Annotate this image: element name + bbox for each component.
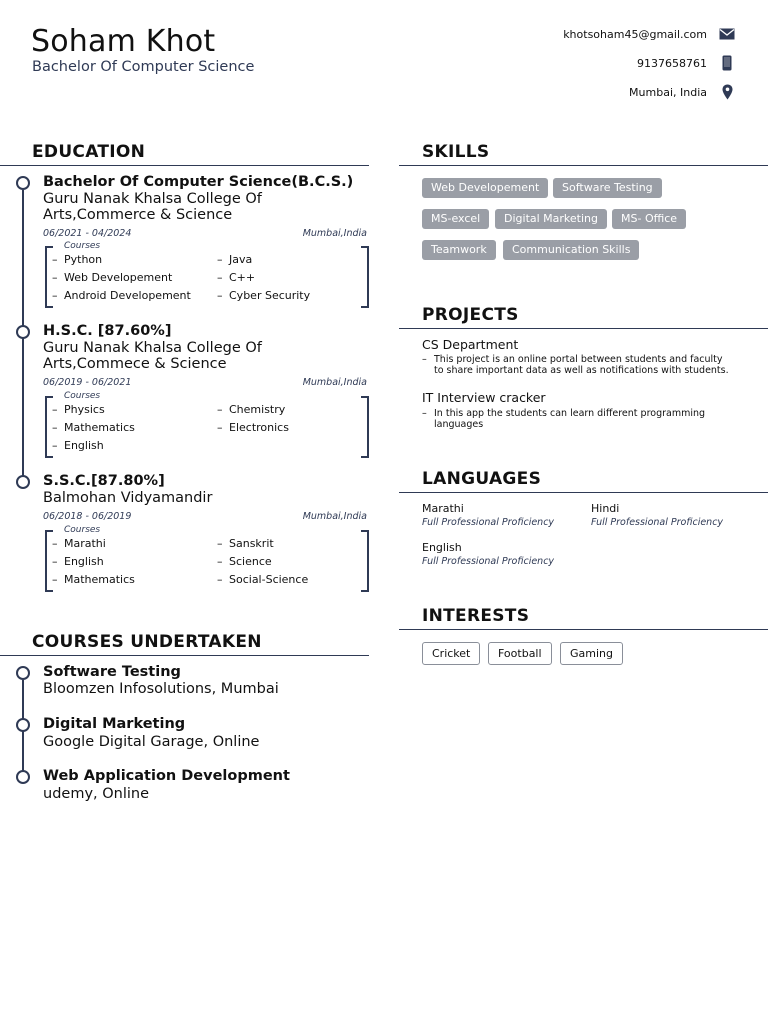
language-level: Full Professional Proficiency	[422, 517, 555, 528]
education-title: Bachelor Of Computer Science(B.C.S.)	[43, 174, 354, 190]
course-undertaken-title: Web Application Development	[43, 768, 290, 784]
timeline-dot	[16, 666, 30, 680]
resume-name: Soham Khot	[31, 24, 216, 59]
timeline-dot	[16, 325, 30, 339]
mail-icon	[719, 26, 735, 42]
skills-heading: SKILLS	[422, 142, 490, 162]
course-item: – Cyber Security	[229, 289, 310, 302]
course-undertaken-title: Digital Marketing	[43, 716, 186, 732]
phone-icon	[719, 55, 735, 71]
courses-label: Courses	[64, 391, 101, 401]
project-description: – In this app the students can learn different programming languages	[434, 408, 734, 430]
projects-divider	[399, 328, 768, 329]
skill-tag: Digital Marketing	[495, 209, 607, 229]
course-item: – Physics	[64, 403, 105, 416]
course-item: – Java	[229, 253, 252, 266]
interest-tag: Cricket	[422, 642, 480, 665]
courses-label: Courses	[64, 241, 101, 251]
education-divider	[0, 165, 369, 166]
course-item: – Mathematics	[64, 573, 135, 586]
course-item: – Web Developement	[64, 271, 172, 284]
education-location: Mumbai,India	[302, 377, 367, 388]
location-text: Mumbai, India	[629, 85, 707, 99]
education-title: H.S.C. [87.60%]	[43, 323, 172, 339]
interests-divider	[399, 629, 768, 630]
course-undertaken-title: Software Testing	[43, 664, 181, 680]
interest-tag: Gaming	[560, 642, 623, 665]
projects-heading: PROJECTS	[422, 305, 519, 325]
skill-tag: Communication Skills	[503, 240, 639, 260]
course-item: – English	[64, 555, 104, 568]
language-level: Full Professional Proficiency	[422, 556, 555, 567]
education-school: Guru Nanak Khalsa College Of Arts,Commece & Science	[43, 340, 262, 372]
interests-heading: INTERESTS	[422, 606, 530, 626]
language-level: Full Professional Proficiency	[591, 517, 724, 528]
skill-tag: Software Testing	[553, 178, 662, 198]
education-date: 06/2019 - 06/2021	[43, 377, 132, 388]
language-name: Hindi	[591, 502, 620, 515]
education-date: 06/2021 - 04/2024	[43, 228, 132, 239]
education-location: Mumbai,India	[302, 228, 367, 239]
phone-text: 9137658761	[637, 56, 707, 70]
course-item: – Science	[229, 555, 272, 568]
timeline-dot	[16, 176, 30, 190]
resume-degree: Bachelor Of Computer Science	[32, 59, 255, 75]
courses-undertaken-heading: COURSES UNDERTAKEN	[32, 632, 262, 652]
languages-divider	[399, 492, 768, 493]
language-name: Marathi	[422, 502, 464, 515]
course-item: – Python	[64, 253, 102, 266]
course-item: – Sanskrit	[229, 537, 274, 550]
location-pin-icon	[719, 84, 735, 100]
skill-tag: Teamwork	[422, 240, 496, 260]
course-item: – Android Developement	[64, 289, 191, 302]
project-title: IT Interview cracker	[422, 390, 546, 405]
skill-tag: MS-excel	[422, 209, 489, 229]
contact-phone[interactable]	[637, 55, 735, 71]
courses-undertaken-divider	[0, 655, 369, 656]
course-undertaken-provider: udemy, Online	[43, 786, 150, 802]
course-item: – C++	[229, 271, 255, 284]
skills-divider	[399, 165, 768, 166]
course-item: – Mathematics	[64, 421, 135, 434]
course-item: – Social-Science	[229, 573, 308, 586]
skill-tag: Web Developement	[422, 178, 548, 198]
course-undertaken-provider: Google Digital Garage, Online	[43, 734, 260, 750]
email-text: khotsoham45@gmail.com	[563, 27, 707, 41]
course-item: – Chemistry	[229, 403, 285, 416]
timeline-dot	[16, 475, 30, 489]
education-school: Guru Nanak Khalsa College Of Arts,Commerce & Science	[43, 191, 262, 223]
courses-label: Courses	[64, 525, 101, 535]
timeline-dot	[16, 718, 30, 732]
course-item: – Marathi	[64, 537, 106, 550]
contact-email[interactable]	[563, 26, 735, 42]
contact-location	[629, 84, 735, 100]
education-title: S.S.C.[87.80%]	[43, 473, 165, 489]
language-name: English	[422, 541, 462, 554]
course-item: – Electronics	[229, 421, 289, 434]
skill-tag: MS- Office	[612, 209, 686, 229]
education-location: Mumbai,India	[302, 511, 367, 522]
project-description: – This project is an online portal between students and faculty to share important data as well as notifications with students.	[434, 354, 734, 376]
languages-heading: LANGUAGES	[422, 469, 542, 489]
timeline-dot	[16, 770, 30, 784]
education-school: Balmohan Vidyamandir	[43, 490, 213, 506]
course-undertaken-provider: Bloomzen Infosolutions, Mumbai	[43, 681, 279, 697]
project-title: CS Department	[422, 337, 519, 352]
course-item: – English	[64, 439, 104, 452]
education-heading: EDUCATION	[32, 142, 146, 162]
education-date: 06/2018 - 06/2019	[43, 511, 132, 522]
interest-tag: Football	[488, 642, 552, 665]
